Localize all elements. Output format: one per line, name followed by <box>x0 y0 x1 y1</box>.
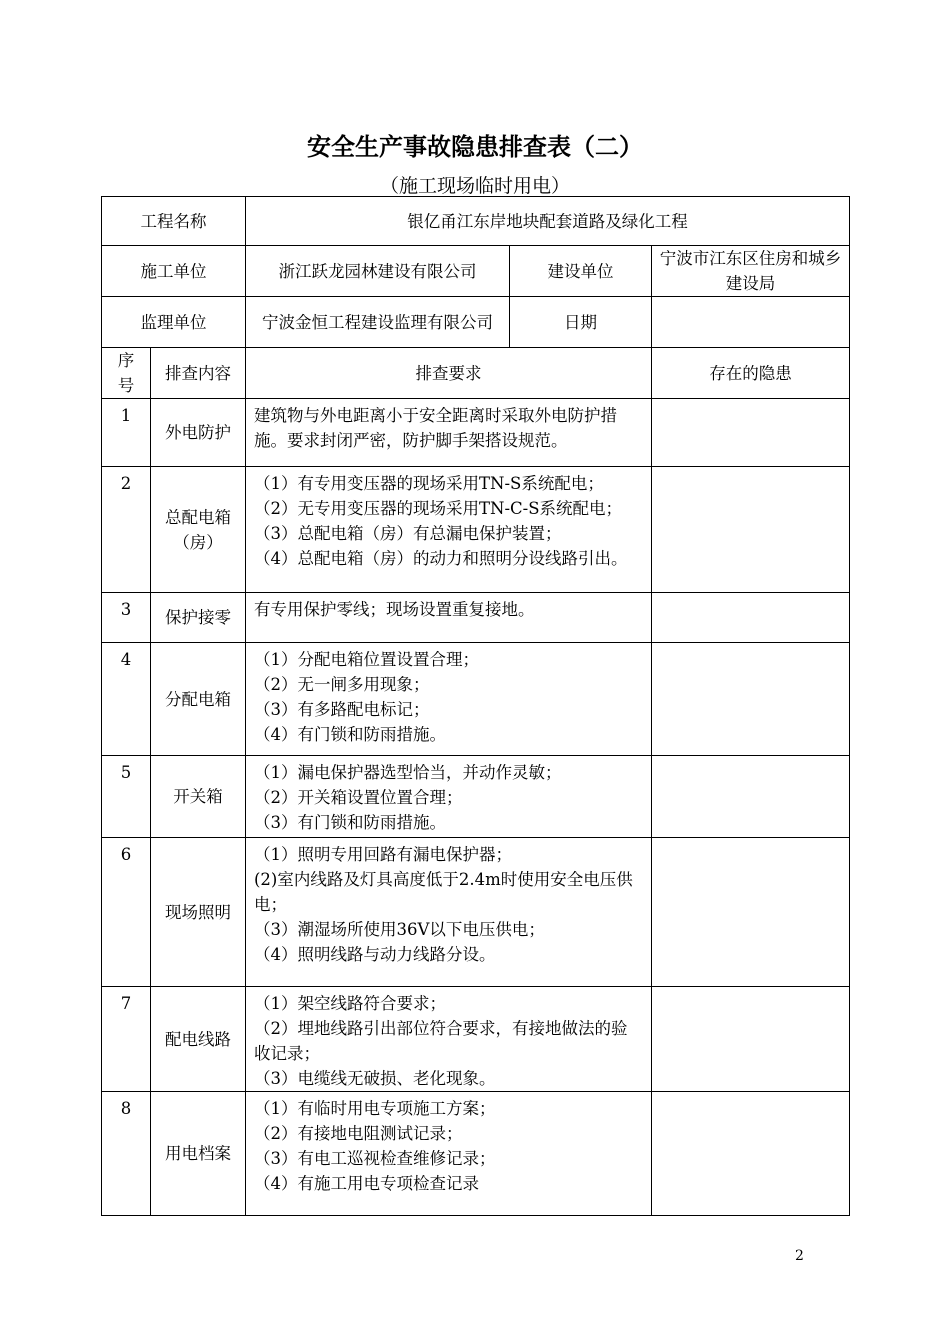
table-row <box>102 756 850 838</box>
requirement-line: （3）有电工巡视检查维修记录； <box>254 1149 496 1168</box>
requirement-line: 有专用保护零线；现场设置重复接地。 <box>254 600 535 619</box>
requirement-line: （1）照明专用回路有漏电保护器； <box>254 845 512 864</box>
table-row <box>102 593 850 643</box>
row-hazards[interactable] <box>652 467 850 593</box>
requirement-line: （3）总配电箱（房）有总漏电保护装置； <box>254 524 562 543</box>
table-row <box>102 467 850 593</box>
page-title: 安全生产事故隐患排查表（二） <box>307 133 643 161</box>
project-name-value: 银亿甬江东岸地块配套道路及绿化工程 <box>246 197 850 246</box>
requirement-line: 建筑物与外电距离小于安全距离时采取外电防护措施。要求封闭严密，防护脚手架搭设规范。 <box>254 406 617 450</box>
row-number: 6 <box>102 838 151 987</box>
contractor-label: 施工单位 <box>102 246 246 297</box>
row-hazards[interactable] <box>652 593 850 643</box>
header-content: 排查内容 <box>151 348 246 399</box>
page-subtitle: （施工现场临时用电） <box>379 175 570 197</box>
table-row <box>102 838 850 987</box>
requirement-line: （1）有临时用电专项施工方案； <box>254 1099 496 1118</box>
requirement-line: （3）潮湿场所使用36V以下电压供电； <box>254 920 545 939</box>
table-row <box>102 987 850 1092</box>
row-requirements <box>246 987 652 1092</box>
row-requirements <box>246 756 652 838</box>
row-item: 保护接零 <box>151 593 246 643</box>
row-number: 7 <box>102 987 151 1092</box>
requirement-line: （1）漏电保护器选型恰当，并动作灵敏； <box>254 763 562 782</box>
inspection-table <box>101 196 850 1216</box>
row-number: 3 <box>102 593 151 643</box>
project-name-label: 工程名称 <box>102 197 246 246</box>
row-item: 分配电箱 <box>151 643 246 756</box>
requirement-line: （2）无一闸多用现象； <box>254 675 430 694</box>
requirement-line: （1）架空线路符合要求； <box>254 994 446 1013</box>
row-item: 外电防护 <box>151 399 246 467</box>
supervisor-value: 宁波金恒工程建设监理有限公司 <box>246 297 510 348</box>
header-seq: 序号 <box>102 348 151 399</box>
row-number: 8 <box>102 1092 151 1216</box>
header-requirements: 排查要求 <box>246 348 652 399</box>
row-item: 开关箱 <box>151 756 246 838</box>
row-hazards[interactable] <box>652 987 850 1092</box>
row-requirements <box>246 467 652 593</box>
row-number: 5 <box>102 756 151 838</box>
requirement-line: （2）无专用变压器的现场采用TN-C-S系统配电； <box>254 499 623 518</box>
row-requirements <box>246 593 652 643</box>
table-row <box>102 643 850 756</box>
requirement-line: （1）分配电箱位置设置合理； <box>254 650 479 669</box>
requirement-line: （4）有施工用电专项检查记录 <box>254 1174 479 1193</box>
header-hazards: 存在的隐患 <box>652 348 850 399</box>
row-hazards[interactable] <box>652 756 850 838</box>
requirement-line: （4）照明线路与动力线路分设。 <box>254 945 496 964</box>
date-label: 日期 <box>510 297 652 348</box>
row-hazards[interactable] <box>652 399 850 467</box>
row-item: 配电线路 <box>151 987 246 1092</box>
row-item: 现场照明 <box>151 838 246 987</box>
row-number: 2 <box>102 467 151 593</box>
row-hazards[interactable] <box>652 838 850 987</box>
row-requirements <box>246 399 652 467</box>
row-number: 4 <box>102 643 151 756</box>
requirement-line: （2）开关箱设置位置合理； <box>254 788 463 807</box>
row-hazards[interactable] <box>652 643 850 756</box>
requirement-line: （2）埋地线路引出部位符合要求，有接地做法的验收记录； <box>254 1019 628 1063</box>
row-hazards[interactable] <box>652 1092 850 1216</box>
row-item: 总配电箱（房） <box>151 467 246 593</box>
requirement-line: （3）电缆线无破损、老化现象。 <box>254 1069 496 1088</box>
requirement-line: （3）有多路配电标记； <box>254 700 430 719</box>
contractor-value: 浙江跃龙园林建设有限公司 <box>246 246 510 297</box>
requirement-line: (2)室内线路及灯具高度低于2.4m时使用安全电压供电； <box>254 870 633 914</box>
date-value <box>652 297 850 348</box>
row-requirements <box>246 838 652 987</box>
row-requirements <box>246 643 652 756</box>
requirement-line: （4）有门锁和防雨措施。 <box>254 725 446 744</box>
table-row <box>102 1092 850 1216</box>
supervisor-label: 监理单位 <box>102 297 246 348</box>
requirement-line: （4）总配电箱（房）的动力和照明分设线路引出。 <box>254 549 628 568</box>
table-row <box>102 399 850 467</box>
row-number: 1 <box>102 399 151 467</box>
requirement-line: （3）有门锁和防雨措施。 <box>254 813 446 832</box>
builder-label: 建设单位 <box>510 246 652 297</box>
builder-value: 宁波市江东区住房和城乡建设局 <box>652 246 850 297</box>
requirement-line: （2）有接地电阻测试记录； <box>254 1124 463 1143</box>
requirement-line: （1）有专用变压器的现场采用TN-S系统配电； <box>254 474 604 493</box>
page-number: 2 <box>795 1248 804 1264</box>
row-requirements <box>246 1092 652 1216</box>
row-item: 用电档案 <box>151 1092 246 1216</box>
